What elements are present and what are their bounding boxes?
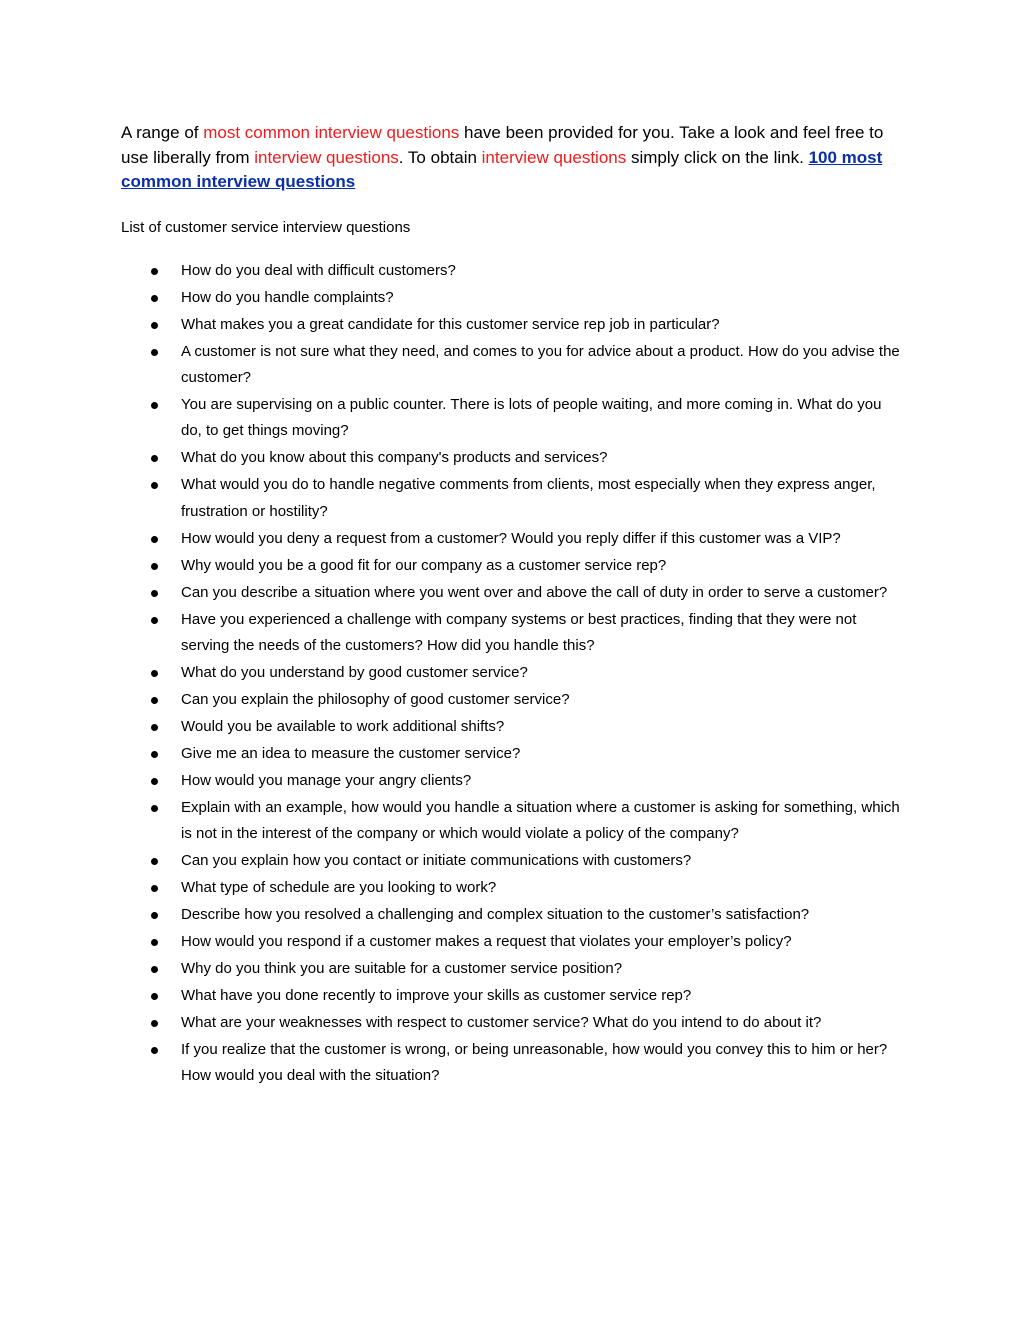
bullet-icon xyxy=(151,455,158,462)
bullet-icon xyxy=(151,536,158,543)
intro-text-4: simply click on the link. xyxy=(626,147,809,167)
list-item xyxy=(0,956,901,982)
bullet-icon xyxy=(151,402,158,409)
list-item xyxy=(0,526,901,552)
bullet-icon xyxy=(151,563,158,570)
question-text: How would you respond if a customer makes a request that violates your employer’s policy? xyxy=(181,933,792,951)
question-text: How do you handle complaints? xyxy=(181,289,394,306)
question-text: What makes you a great candidate for this customer service rep job in particular? xyxy=(181,316,720,333)
intro-text-2: have been provided for you. Take a look and feel free to use liberally from xyxy=(121,123,884,167)
bullet-icon xyxy=(151,1047,158,1054)
question-text: A customer is not sure what they need, and comes to you for advice about a product. How do you advise the customer? xyxy=(181,343,900,387)
question-text: Can you explain the philosophy of good customer service? xyxy=(181,690,570,708)
bullet-icon xyxy=(151,939,158,946)
intro-paragraph xyxy=(121,121,911,195)
list-item xyxy=(0,741,901,767)
question-text: Can you describe a situation where you went over and above the call of duty in order to serve a customer? xyxy=(181,583,888,601)
list-item xyxy=(0,929,901,955)
list-item xyxy=(0,472,901,524)
intro-text-3: . To obtain xyxy=(398,147,482,167)
question-text: How do you deal with difficult customers? xyxy=(181,262,456,279)
question-text: What have you done recently to improve your skills as customer service rep? xyxy=(181,987,692,1005)
bullet-icon xyxy=(151,268,158,275)
bullet-icon xyxy=(151,858,158,865)
question-text: Would you be available to work additional shifts? xyxy=(181,717,505,735)
question-text: Why do you think you are suitable for a customer service position? xyxy=(181,960,623,978)
list-item xyxy=(0,1010,901,1036)
bullet-icon xyxy=(151,912,158,919)
highlight-interview-questions-1: interview questions xyxy=(254,147,399,167)
list-item xyxy=(0,445,901,471)
bullet-icon xyxy=(151,349,158,356)
highlight-most-common-interview-questions: most common interview questions xyxy=(203,123,460,142)
question-text: If you realize that the customer is wrong, or being unreasonable, how would you convey this to him or her? How would you deal with the situation? xyxy=(181,1041,888,1085)
list-item xyxy=(0,768,901,794)
question-text: How would you deny a request from a customer? Would you reply differ if this customer was a VIP? xyxy=(181,529,841,547)
bullet-icon xyxy=(151,885,158,892)
list-item xyxy=(0,258,901,284)
list-item xyxy=(0,580,901,606)
bullet-icon xyxy=(151,966,158,973)
question-text: What would you do to handle negative comments from clients, most especially when they express anger, frustration or hostility? xyxy=(181,476,876,520)
questions-list xyxy=(0,258,1024,1090)
question-text: What are your weaknesses with respect to customer service? What do you intend to do about it? xyxy=(181,1014,822,1032)
list-heading: List of customer service interview questions xyxy=(121,219,411,236)
question-text: Can you explain how you contact or initiate communications with customers? xyxy=(181,852,692,870)
bullet-icon xyxy=(151,482,158,489)
question-text: What do you know about this company's products and services? xyxy=(181,449,608,467)
bullet-icon xyxy=(151,993,158,1000)
bullet-icon xyxy=(151,617,158,624)
intro-text-1: A range of xyxy=(121,123,204,142)
bullet-icon xyxy=(151,724,158,731)
highlight-interview-questions-2: interview questions xyxy=(481,147,627,167)
list-item xyxy=(0,339,901,391)
bullet-icon xyxy=(151,670,158,677)
bullet-icon xyxy=(151,295,158,302)
bullet-icon xyxy=(151,322,158,329)
list-item xyxy=(0,285,901,311)
question-text: Give me an idea to measure the customer service? xyxy=(181,744,521,762)
question-text: Why would you be a good fit for our company as a customer service rep? xyxy=(181,556,667,574)
list-item xyxy=(0,902,901,928)
question-text: How would you manage your angry clients? xyxy=(181,771,472,789)
list-item xyxy=(0,795,901,847)
bullet-icon xyxy=(151,778,158,785)
list-item xyxy=(0,392,901,444)
list-item xyxy=(0,714,901,740)
bullet-icon xyxy=(151,590,158,597)
question-text: Explain with an example, how would you handle a situation where a customer is asking for something, which is not in the interest of the company or which would violate a policy of the company? xyxy=(181,798,900,843)
bullet-icon xyxy=(151,1020,158,1027)
bullet-icon xyxy=(151,751,158,758)
question-text: Have you experienced a challenge with company systems or best practices, finding that they were not serving the needs of the customers? How did you handle this? xyxy=(181,610,857,654)
list-item xyxy=(0,875,901,901)
question-text: What do you understand by good customer service? xyxy=(181,663,528,681)
list-item xyxy=(0,1037,901,1089)
list-item xyxy=(0,312,901,338)
list-item xyxy=(0,687,901,713)
list-item xyxy=(0,983,901,1009)
hundred-questions-link[interactable]: 100 most common interview questions xyxy=(121,147,883,191)
list-item xyxy=(0,660,901,686)
list-item xyxy=(0,848,901,874)
bullet-icon xyxy=(151,805,158,812)
question-text: You are supervising on a public counter. There is lots of people waiting, and more coming in. What do you do, to get things moving? xyxy=(181,396,882,440)
list-item xyxy=(0,553,901,579)
bullet-icon xyxy=(151,697,158,704)
question-text: What type of schedule are you looking to work? xyxy=(181,879,497,897)
list-item xyxy=(0,607,901,659)
question-text: Describe how you resolved a challenging and complex situation to the customer’s satisfaction? xyxy=(181,906,810,924)
